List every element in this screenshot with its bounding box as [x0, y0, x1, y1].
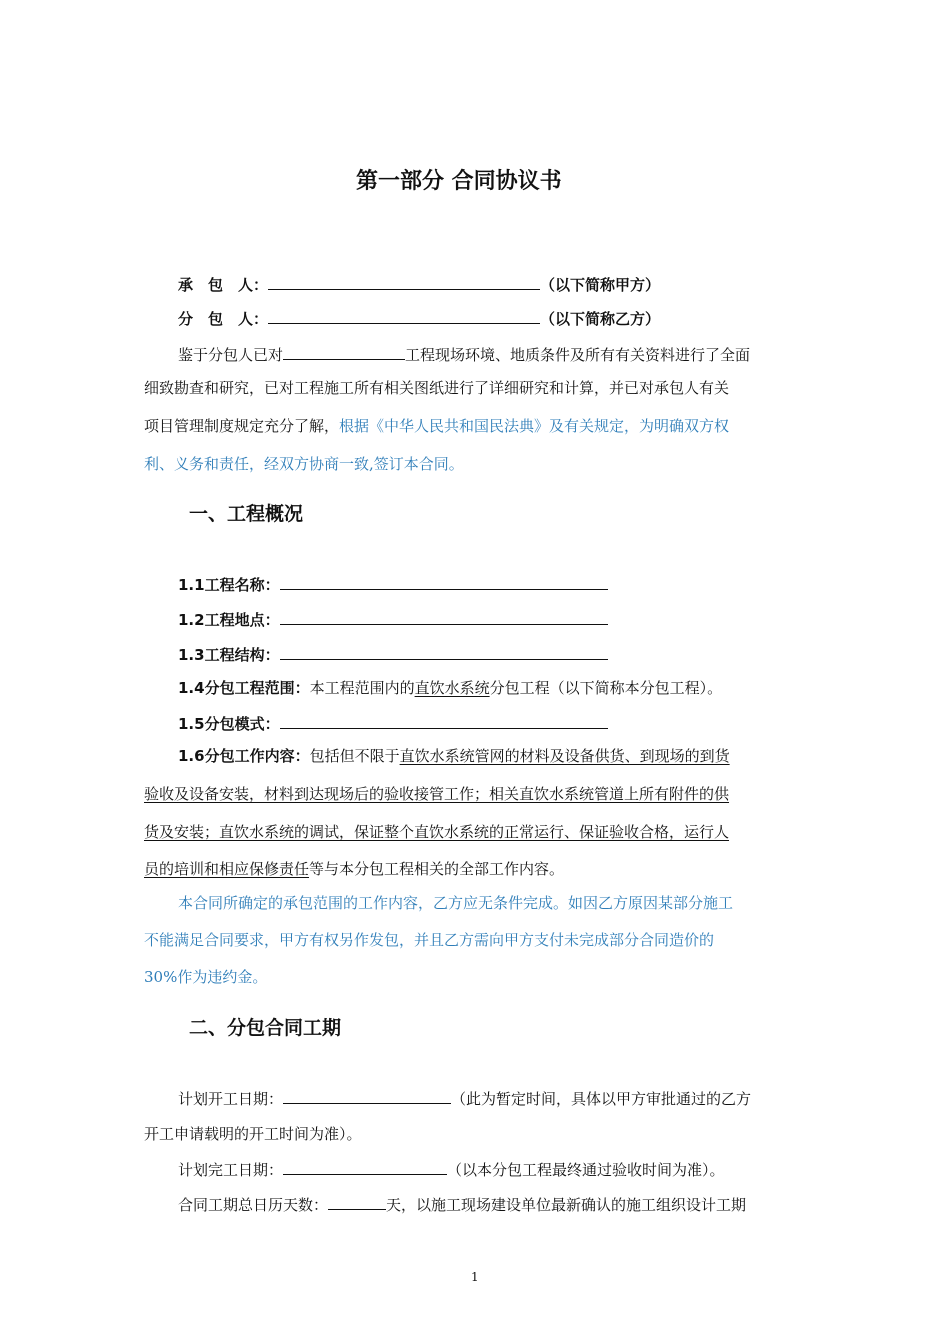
intro-legal-text: 根据《中华人民共和国民法典》及有关规定，为明确双方权 — [339, 417, 730, 435]
start-date-note: （此为暂定时间，具体以甲方审批通过的乙方 — [451, 1090, 752, 1108]
field-label: 1.6分包工作内容： — [178, 747, 310, 765]
intro-line-2: 细致勘查和研究，已对工程施工所有相关图纸进行了详细研究和计算，并已对承包人有关 — [144, 379, 730, 397]
intro-line-1 — [178, 343, 750, 365]
field-project-structure — [178, 643, 608, 665]
field-label: 1.2工程地点： — [178, 611, 280, 629]
project-structure-blank[interactable] — [280, 643, 608, 660]
project-location-blank[interactable] — [280, 608, 608, 625]
field-label: 1.3工程结构： — [178, 646, 280, 664]
content-underlined: 员的培训和相应保修责任 — [144, 860, 310, 878]
intro-line-3 — [144, 416, 729, 436]
intro-line-4: 利、义务和责任，经双方协商一致,签订本合同。 — [144, 455, 464, 473]
duration-line — [178, 1193, 746, 1215]
contractor-blank[interactable] — [268, 273, 540, 290]
work-content-line-4 — [144, 859, 564, 879]
intro-text: 工程现场环境、地质条件及所有有关资料进行了全面 — [405, 346, 751, 364]
content-text: 包括但不限于 — [309, 747, 400, 765]
page-title: 第一部分 合同协议书 — [356, 169, 562, 194]
intro-text: 鉴于分包人已对 — [178, 346, 284, 364]
field-project-name — [178, 573, 608, 595]
work-content-line-2: 验收及设备安装，材料到达现场后的验收接管工作；相关直饮水系统管道上所有附件的供 — [144, 785, 730, 803]
content-text: 等与本分包工程相关的全部工作内容。 — [309, 860, 565, 878]
contractor-suffix: （以下简称甲方） — [540, 276, 661, 294]
subcontractor-suffix: （以下简称乙方） — [540, 310, 661, 328]
section-heading-2: 二、分包合同工期 — [189, 1017, 342, 1039]
mode-blank[interactable] — [280, 712, 608, 729]
content-underlined: 直饮水系统管网的材料及设备供货、到现场的到货 — [399, 747, 730, 765]
end-date-blank[interactable] — [283, 1158, 447, 1175]
end-date-line — [178, 1158, 725, 1180]
field-label: 计划完工日期： — [178, 1161, 284, 1179]
field-label: 合同工期总日历天数： — [178, 1196, 329, 1214]
subcontractor-blank[interactable] — [268, 307, 540, 324]
duration-blank[interactable] — [328, 1193, 386, 1210]
field-scope — [178, 678, 722, 698]
project-name-blank[interactable] — [280, 573, 608, 590]
field-label: 1.5分包模式： — [178, 715, 280, 733]
duration-note: 天，以施工现场建设单位最新确认的施工组织设计工期 — [386, 1196, 747, 1214]
page-number: 1 — [471, 1270, 479, 1284]
section-heading-1: 一、工程概况 — [189, 503, 304, 525]
field-label: 1.1工程名称： — [178, 576, 280, 594]
start-date-blank[interactable] — [283, 1087, 451, 1104]
note-line-1: 本合同所确定的承包范围的工作内容，乙方应无条件完成。如因乙方原因某部分施工 — [178, 894, 734, 912]
field-label: 计划开工日期： — [178, 1090, 284, 1108]
subcontractor-label: 分 包 人： — [178, 310, 269, 328]
scope-text: 本工程范围内的 — [309, 679, 415, 697]
work-content-line-3: 货及安装；直饮水系统的调试，保证整个直饮水系统的正常运行、保证验收合格，运行人 — [144, 823, 730, 841]
start-date-note-2: 开工申请载明的开工时间为准）。 — [144, 1125, 362, 1143]
project-blank[interactable] — [283, 343, 405, 360]
subcontractor-line — [178, 307, 660, 329]
field-project-location — [178, 608, 608, 630]
note-line-2: 不能满足合同要求，甲方有权另作发包，并且乙方需向甲方支付未完成部分合同造价的 — [144, 931, 715, 949]
work-content-line-1 — [178, 746, 730, 766]
intro-text: 项目管理制度规定充分了解， — [144, 417, 340, 435]
start-date-line — [178, 1087, 751, 1109]
contractor-line — [178, 273, 660, 295]
field-label: 1.4分包工程范围： — [178, 679, 310, 697]
contractor-label: 承 包 人： — [178, 276, 269, 294]
scope-text: 分包工程（以下简称本分包工程）。 — [489, 679, 723, 697]
scope-system: 直饮水系统 — [414, 679, 490, 697]
end-date-note: （以本分包工程最终通过验收时间为准）。 — [447, 1161, 725, 1179]
note-line-3: 30%作为违约金。 — [144, 968, 268, 986]
field-mode — [178, 712, 608, 734]
